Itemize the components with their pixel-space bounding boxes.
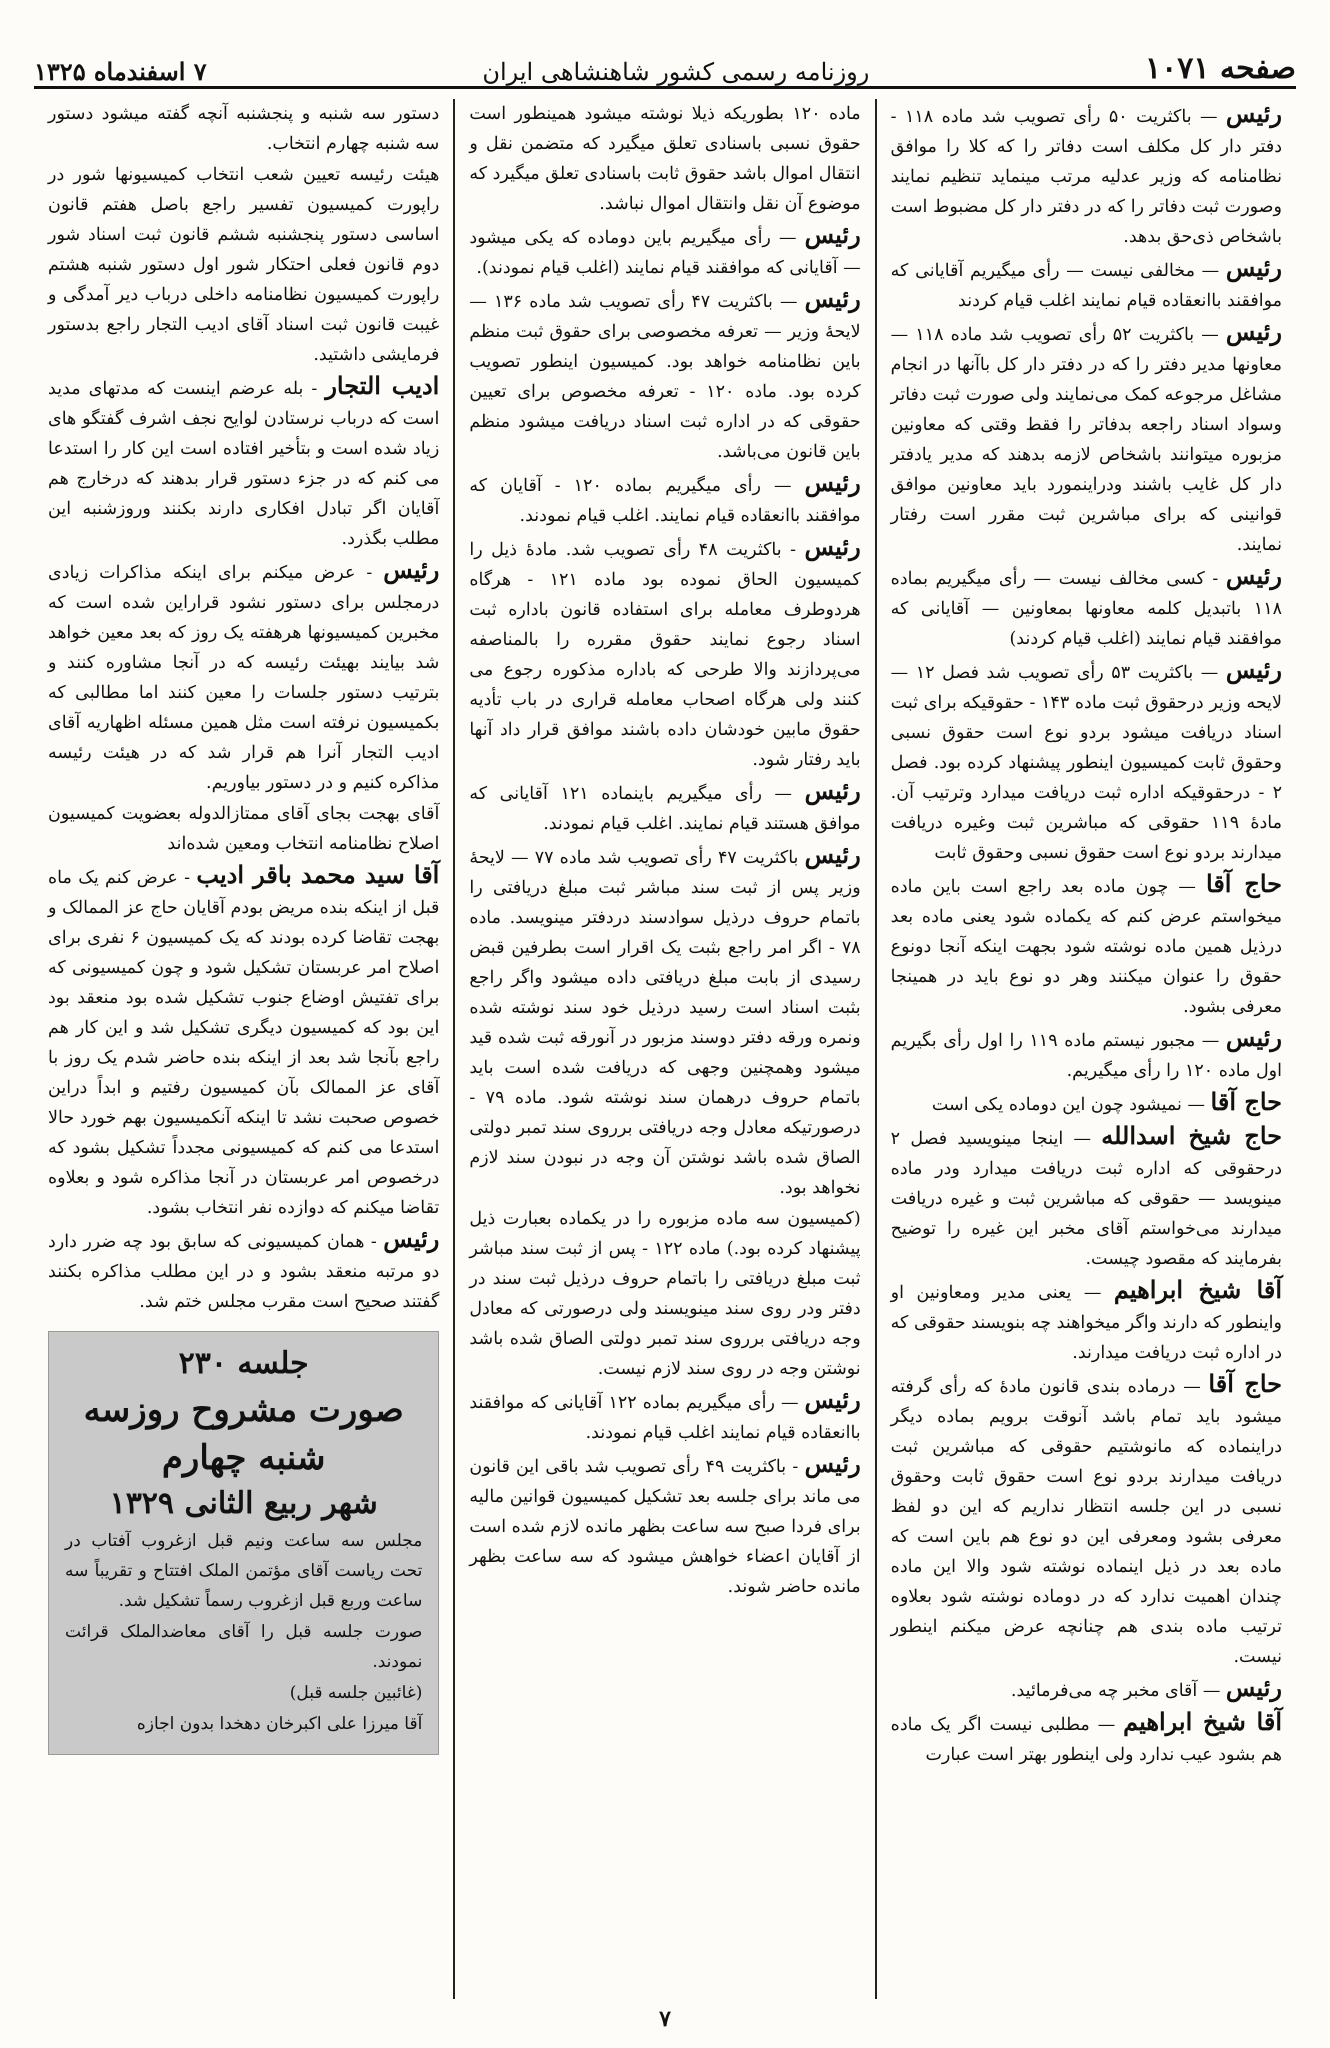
paragraph [469, 99, 860, 219]
speaker-name: رئیس [804, 468, 861, 497]
speaker-name: رئیس [804, 220, 861, 249]
paragraph-text: — باکثریت ۴۷ رأی تصویب شد ماده ۱۳۶ — لایحهٔ وزیر — تعرفه مخصوصی برای حقوق ثبت منظم باین نظامنامه خواهد بود. کمیسیون اینطور تصویب کرده بود. ماده ۱۲۰ - تعرفه مخصوص برای تعیین حقوقی که در اداره ثبت اسناد دریافت میشود منظم باین قانون می‌باشد. [469, 292, 861, 462]
paragraph [469, 220, 860, 283]
paragraph [469, 840, 860, 1203]
speaker-name: رئیس [1225, 655, 1282, 684]
speaker-name: حاج شیخ اسدالله [1101, 1121, 1282, 1150]
column-left [34, 99, 455, 1999]
paragraph [469, 1204, 860, 1384]
speaker-name: رئیس [1225, 99, 1282, 128]
paragraph [891, 99, 1282, 252]
issue-date: ۷ اسفندماه ۱۳۲۵ [34, 57, 207, 86]
speaker-name: رئیس [1225, 1023, 1282, 1052]
speaker-name: رئیس [804, 284, 861, 313]
paragraph-text: هیئت رئیسه تعیین شعب انتخاب کمیسیونها شور در راپورت کمیسیون تفسیر راجع باصل هفتم قانون اساسی دستور پنجشنبه ششم قانون ثبت اسناد شور دوم قانون فعلی احتکار شور اول دستور شنبه هشتم راپورت کمیسیون نظامنامه داخلی درباب دیر آمدگی و غیبت قانون ثبت اسناد آقای ادیب التجار راجع بدستور فرمایشی داشتید. [48, 165, 440, 365]
paragraph [48, 799, 439, 859]
paragraph [891, 317, 1282, 560]
session-paragraph: مجلس سه ساعت ونیم قبل ازغروب آفتاب در تحت ریاست آقای مؤتمن الملک افتتاح و تقریباً سه ساعت وربع قبل ازغروب رسماً تشکیل شد. [65, 1531, 423, 1611]
paragraph [891, 869, 1282, 1022]
paragraph-text: — رأی میگیریم بماده ۱۲۲ آقایانی که موافقند باانعقاده قیام نمایند اغلب قیام نمودند. [469, 1393, 861, 1443]
paragraph [469, 284, 860, 467]
paragraph [891, 655, 1282, 868]
paragraph-text: — باکثریت ۵۰ رأی تصویب شد ماده ۱۱۸ - دفتر دار کل مکلف است دفاتر را که کلا را موافق نظامنامه که وزیر عدلیه مرتب مینماید تنظیم نمایند وصورت ثبت دفاتر را که در دفتر دار کل مضبوط است باشخاص ذی‌حق بدهد. [890, 107, 1282, 247]
paragraph [48, 860, 439, 1223]
paragraph [469, 1385, 860, 1448]
paragraph-text: - بله عرضم اینست که مدتهای مدید است که درباب نرستادن لوایح نجف اشرف گفتگو های زیاد شده است و بتأخیر افتاده است این کار را استدعا می کنم که در جزء دستور قرار بدهند که درخارج هم آقایان اگر تبادل افکاری دارند بکنند وروزشنبه این مطلب بگذرد. [48, 379, 440, 549]
speaker-name: رئیس [804, 1385, 861, 1414]
speaker-name: آقا شیخ ابراهیم [1113, 1275, 1282, 1304]
column-middle [455, 99, 876, 1999]
speaker-name: حاج آقا [1206, 869, 1282, 898]
paragraph [469, 776, 860, 839]
speaker-name: رئیس [1225, 253, 1282, 282]
paragraph-text: — مخالفی نیست — رأی میگیریم آقایانی که موافقند باانعقاده قیام نمایند اغلب قیام کردند [890, 261, 1282, 311]
speaker-name: رئیس [383, 555, 440, 584]
speaker-name: حاج آقا [1210, 1087, 1282, 1116]
column-right [877, 99, 1296, 1999]
session-subtitle: صورت مشروح روزسه شنبه چهارم [83, 1390, 404, 1478]
session-text [65, 1526, 422, 1739]
paragraph-text: — باکثریت ۵۳ رأی تصویب شد فصل ۱۲ — لایحه وزیر درحقوق ثبت ماده ۱۴۳ - حقوقیکه برای ثبت اسناد دریافت میشود بردو نوع است حقوق نسبی وحقوق ثابت کمیسیون اینطور پیشنهاد کرده بود. فصل ۲ - درحقوقیکه اداره ثبت دریافت میدارد وترتیب آن. مادهٔ ۱۱۹ حقوقی که مباشرین ثبت وغیره دریافت میدارند بردو نوع است حقوق نسبی وحقوق ثابت [890, 663, 1282, 863]
paragraph-text: — مطلبی نیست اگر یک ماده هم بشود عیب ندارد ولی اینطور بهتر است عبارت [890, 1715, 1282, 1765]
paragraph [48, 555, 439, 798]
paragraph [469, 532, 860, 775]
paragraph-text: — رأی میگیریم بماده ۱۲۰ - آقایان که موافقند باانعقاده قیام نمایند. اغلب قیام نمودند. [469, 476, 861, 526]
paragraph-text: - عرض میکنم برای اینکه مذاکرات زیادی درمجلس برای دستور نشود قراراین شده است که مخبرین کمیسیونها هرهفته یک روز که بعد معین خواهد شد بیایند بهیئت رئیسه که در آنجا مشاوره کنند و بترتیب دستور جلسات را معین کنند اما مطالبی که بکمیسیون نرفته است مثل همین مسئله اظهاریه آقای ادیب التجار آنرا هم قرار شد که در هیئت رئیسه مذاکره کنیم و در دستور بیاوریم. [48, 563, 440, 793]
paragraph-text: — درماده بندی قانون مادهٔ که رأی گرفته میشود باید تمام باشد آنوقت برویم بماده دیگر دراینماده که مانوشتیم حقوقی که مباشرین ثبت دریافت میدارند بردو نوع است حقوق ثابت وحقوق نسبی در این جلسه انتظار نداریم که این دو لفظ معرفی بشود ومعرفی این دو نوع هم باین است که ماده بعد در ذیل اینماده نوشته شود والا این ماده چندان اهمیت ندارد که در دوماده نوشته شود بعلاوه ترتیب ماده بندی هم چنانچه عرض میکنم اینطور نیست. [890, 1377, 1282, 1667]
paragraph-text: — آقای مخبر چه می‌فرمائید. [1010, 1681, 1226, 1701]
paragraph-text: — رأی میگیریم باینماده ۱۲۱ آقایانی که موافق هستند قیام نمایند. اغلب قیام نمودند. [469, 784, 861, 834]
paragraph-text: - باکثریت ۴۹ رأی تصویب شد باقی این قانون می ماند برای جلسه بعد تشکیل کمیسیون قوانین مالیه برای فردا صبح سه ساعت بظهر مانده لازم شده است از آقایان اعضاء خواهش میشود که سه ساعت بظهر مانده حاضر شوند. [469, 1457, 861, 1597]
speaker-name: رئیس [804, 532, 861, 561]
page-label: صفحه ۱۰۷۱ [1145, 51, 1296, 86]
speaker-name: رئیس [804, 776, 861, 805]
paragraph-text: — نمیشود چون این دوماده یکی است [931, 1095, 1211, 1115]
speaker-name: رئیس [1225, 317, 1282, 346]
paragraph [469, 468, 860, 531]
paragraph-text: — رأی میگیریم باین دوماده که یکی میشود — آقایانی که موافقند قیام نمایند (اغلب قیام نمودند). [469, 228, 861, 278]
paragraph-text: - کسی مخالف نیست — رأی میگیریم بماده ۱۱۸ باتبدیل کلمه معاونها بمعاونین — آقایانی که موافقند قیام نمایند (اغلب قیام کردند) [890, 569, 1282, 649]
paragraph [891, 253, 1282, 316]
paragraph [48, 371, 439, 554]
paragraph [891, 1023, 1282, 1086]
newspaper-title: روزنامه رسمی کشور شاهنشاهی ایران [482, 58, 870, 86]
paragraph [891, 1121, 1282, 1274]
paragraph-text: - عرض کنم یک ماه قبل از اینکه بنده مریض بودم آقایان حاج عز الممالک و بهجت تقاضا کرده بودند که یک کمیسیون ۶ نفری برای اصلاح امر عربستان تشکیل شود و چون کمیسیونی که برای تفتیش اوضاع جنوب تشکیل شده بود منعقد بود این بود که کمیسیون دیگری تشکیل شد و این کار هم راجع بآنجا شد بعد از اینکه بنده حاضر شدم یک روز با آقای عز الممالک بآن کمیسیون رفتیم و ابداً دراین خصوص صحبت نشد تا اینکه آنکمیسیون بهم خورد حالا استدعا می کنم که کمیسیونی مجدداً تشکیل بشود که درخصوص امر عربستان در آنجا مذاکره شود و بعلاوه تقاضا میکنم که دوازده نفر انتخاب بشود. [48, 868, 440, 1218]
column-left-text [48, 99, 439, 1317]
speaker-name: ادیب التجار [325, 371, 440, 400]
paragraph-text: دستور سه شنبه و پنجشنبه آنچه گفته میشود دستور سه شنبه چهارم انتخاب. [48, 104, 440, 154]
paragraph [891, 1673, 1282, 1706]
paragraph-text: — یعنی مدیر ومعاونین او واینطور که دارند واگر میخواهند چه بنویسند حقوقی که در اداره ثبت دریافت میدارند. [890, 1283, 1282, 1363]
paragraph-text: ماده ۱۲۰ بطوریکه ذیلا نوشته میشود همینطور است حقوق نسبی باسنادی تعلق میگیرد که متضمن نقل و انتقال اموال باشد حقوق ثابت باسنادی تعلق میگیرد که موضوع آن نقل وانتقال اموال نباشد. [469, 104, 861, 214]
paragraph-text: - باکثریت ۴۸ رأی تصویب شد. مادهٔ ذیل را کمیسیون الحاق نموده بود ماده ۱۲۱ - هرگاه هردوطرف معامله برای استفاده قانون باداره ثبت اسناد رجوع نمایند حقوق مقرره را بالمناصفه می‌پردازند والا طرحی که باداره مذکوره رجوع می کنند ولی هرگاه اصحاب معامله قراری در باب تأدیه حقوق مابین خودشان داده باشند موافق قرار داد آنها باید رفتار شود. [469, 540, 861, 770]
paragraph-text: — اینجا مینویسید فصل ۲ درحقوقی که اداره ثبت دریافت میدارد ودر ماده مینویسد — حقوقی که مباشرین ثبت و غیره دریافت میدارند می‌خواستم آقای مخبر این غیره را توضیح بفرمایند که مقصود چیست. [890, 1129, 1282, 1269]
paragraph-text: — چون ماده بعد راجع است باین ماده میخواستم عرض کنم که یکماده شود یعنی ماده بعد درذیل همین ماده نوشته شود بجهت اینکه آنجا دونوع حقوق را عنوان میکنند وهر دو نوع باید در همینجا معرفی بشود. [890, 877, 1282, 1017]
speaker-name: رئیس [804, 1449, 861, 1478]
paragraph [48, 1224, 439, 1317]
paragraph-text: — باکثریت ۵۲ رأی تصویب شد ماده ۱۱۸ — معاونها مدیر دفتر را که در دفتر دار کل باآنها در انجام مشاغل مرجوعه کمک می‌نمایند ولی صورت ثبت دفاتر وسواد اسناد راجعه بدفاتر را فقط وقتی که معاونین مزبوره میتوانند باشخاص لازمه بدهند که مدیر یادفتر دار کل غایب باشند ودراینمورد باید معاونین موافق قوانینی که برای مباشرین ثبت مقرر است رفتار نمایند. [890, 325, 1282, 555]
speaker-name: رئیس [1225, 561, 1282, 590]
speaker-name: رئیس [804, 840, 861, 869]
speaker-name: رئیس [1225, 1673, 1282, 1702]
speaker-name: آقا شیخ ابراهیم [1123, 1707, 1283, 1736]
paragraph [891, 1707, 1282, 1770]
session-paragraph: (غائبین جلسه قبل) [289, 1683, 423, 1703]
session-title: جلسه ۲۳۰ [178, 1346, 309, 1381]
paragraph [891, 1369, 1282, 1672]
paragraph-text: آقای بهجت بجای آقای ممتازالدوله بعضویت کمیسیون اصلاح نظامنامه انتخاب ومعین شده‌اند [48, 804, 440, 854]
paragraph [48, 160, 439, 370]
session-date: شهر ربیع الثانی ۱۳۲۹ [109, 1486, 378, 1521]
paragraph-text: - همان کمیسیونی که سابق بود چه ضرر دارد دو مرتبه منعقد بشود و در این مطلب مذاکره بکنند گفتند صحیح است مقرب مجلس ختم شد. [48, 1232, 440, 1312]
paragraph [891, 1087, 1282, 1120]
article-columns [34, 99, 1296, 1999]
paragraph [891, 1275, 1282, 1368]
paragraph [48, 99, 439, 159]
paragraph-text: — مجبور نیستم ماده ۱۱۹ را اول رأی بگیریم اول ماده ۱۲۰ را رأی میگیریم. [890, 1031, 1282, 1081]
speaker-name: رئیس [383, 1224, 440, 1253]
speaker-name: حاج آقا [1208, 1369, 1282, 1398]
session-paragraph: آقا میرزا علی اکبرخان دهخدا بدون اجازه [136, 1714, 423, 1734]
paragraph [891, 561, 1282, 654]
speaker-name: آقا سید محمد باقر ادیب [196, 860, 440, 889]
page-number: ۷ [659, 2006, 671, 2032]
paragraph-text: (کمیسیون سه ماده مزبوره را در یکماده بعبارت ذیل پیشنهاد کرده بود.) ماده ۱۲۲ - پس از ثبت سند مباشر ثبت مبلغ دریافتی را باتمام حروف درذیل ثبت سند در دفتر ودر روی سند مینویسند ولی درصورتی که معادل وجه دریافتی برروی سند تمبر دولتی الصاق شده باشد نوشتن وجه در روی سند لازم نیست. [469, 1209, 861, 1379]
session-box [48, 1331, 439, 1755]
page-header [34, 34, 1296, 89]
paragraph-text: باکثریت ۴۷ رأی تصویب شد ماده ۷۷ — لایحهٔ وزیر پس از ثبت سند مباشر ثبت مبلغ دریافتی را باتمام حروف درذیل سوادسند دردفتر مینویسد. ماده ۷۸ - اگر امر راجع بثبت یک اقرار است بطرفین قبض رسیدی از بابت مبلغ دریافتی داده میشود واگر راجع بثبت اسناد است رسید درذیل خود سند نوشته شده ونمره ورقه دفتر دوسند مزبور در آنورقه ثبت شده قید میشود وهمچنین وجهی که دریافت شده است باید باتمام حروف درهمان سند نوشته شود. ماده ۷۹ - درصورتیکه معادل وجه دریافتی برروی سند تمبر دولتی الصاق شده باشد نوشتن آن وجه در نبودن سند لازم نخواهد بود. [469, 848, 861, 1198]
session-paragraph: صورت جلسه قبل را آقای معاضدالملک قرائت نمودند. [65, 1622, 423, 1672]
paragraph [469, 1449, 860, 1602]
